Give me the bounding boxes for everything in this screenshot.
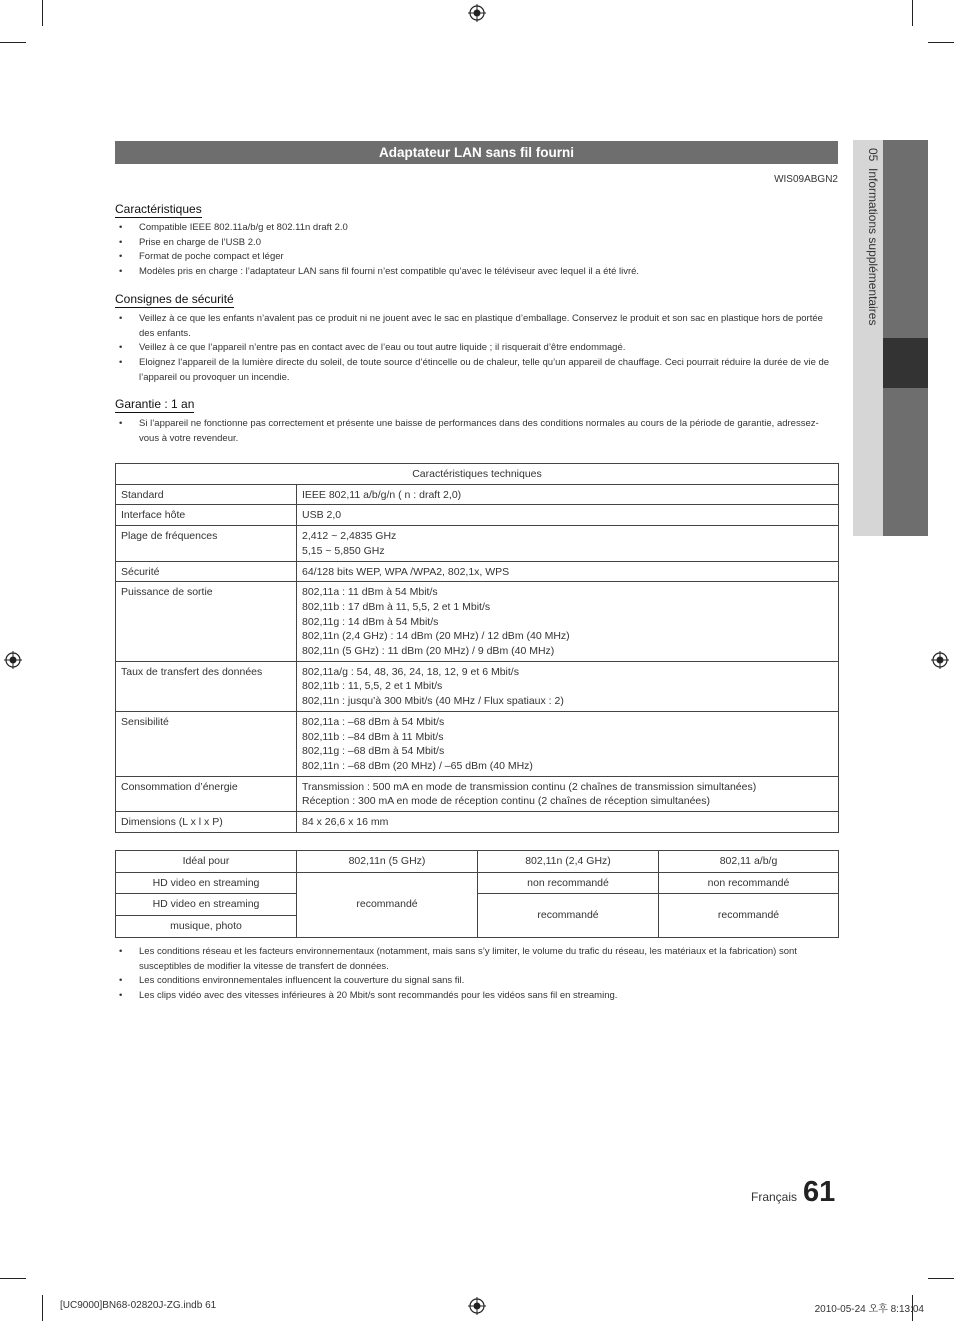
registration-mark-icon bbox=[468, 4, 486, 22]
list-item: • Les conditions environnementales influencent la couverture du signal sans fil. bbox=[115, 974, 815, 989]
section-title: Adaptateur LAN sans fil fourni bbox=[115, 141, 838, 164]
chapter-number: 05 bbox=[866, 148, 880, 162]
ideal-header-cell: 802,11 a/b/g bbox=[659, 851, 839, 873]
spec-label: Sensibilité bbox=[116, 711, 297, 776]
ideal-row-label: musique, photo bbox=[116, 916, 297, 938]
spec-label: Puissance de sortie bbox=[116, 582, 297, 662]
list-item: • Compatible IEEE 802.11a/b/g et 802.11n draft 2.0 bbox=[115, 221, 835, 236]
spec-table bbox=[115, 463, 839, 833]
list-item: • Les conditions réseau et les facteurs environnementaux (notamment, mais sans s’y limiter, le volume du trafic du réseau, les matériaux et la fabrication) sont susceptibles de modifier la vitesse de transfert de données. bbox=[115, 945, 815, 974]
ideal-cell: recommandé bbox=[297, 872, 478, 937]
registration-mark-icon bbox=[468, 1297, 486, 1315]
ideal-cell: recommandé bbox=[659, 894, 839, 937]
ideal-table bbox=[115, 850, 839, 938]
spec-label: Dimensions (L x l x P) bbox=[116, 812, 297, 833]
spec-label: Taux de transfert des données bbox=[116, 661, 297, 711]
spec-value: 64/128 bits WEP, WPA /WPA2, 802,1x, WPS bbox=[297, 561, 839, 582]
spec-label: Standard bbox=[116, 484, 297, 505]
spec-row bbox=[116, 484, 839, 505]
safety-heading: Consignes de sécurité bbox=[115, 292, 234, 306]
spec-row bbox=[116, 505, 839, 526]
safety-list bbox=[115, 312, 835, 386]
features-heading: Caractéristiques bbox=[115, 202, 202, 216]
spec-value: 802,11a : –68 dBm à 54 Mbit/s 802,11b : –84 dBm à 11 Mbit/s 802,11g : –68 dBm à 54 Mbit/s 802,11n : –68 dBm (20 MHz) / –65 dBm (40 MHz) bbox=[297, 711, 839, 776]
spec-value: USB 2,0 bbox=[297, 505, 839, 526]
ideal-cell: recommandé bbox=[478, 894, 659, 937]
page-number: 61 bbox=[803, 1176, 836, 1208]
list-item: • Veillez à ce que l’appareil n’entre pas en contact avec de l’eau ou tout autre liquide ; il risquerait d’être endommagé. bbox=[115, 341, 835, 356]
spec-label: Plage de fréquences bbox=[116, 526, 297, 561]
spec-label: Consommation d’énergie bbox=[116, 776, 297, 811]
spec-table-header: Caractéristiques techniques bbox=[116, 464, 839, 485]
spec-row bbox=[116, 776, 839, 811]
list-item: • Format de poche compact et léger bbox=[115, 250, 835, 265]
ideal-cell: non recommandé bbox=[659, 872, 839, 894]
registration-mark-icon bbox=[4, 651, 22, 669]
page-language: Français bbox=[751, 1190, 798, 1204]
spec-value: Transmission : 500 mA en mode de transmission continu (2 chaînes de transmission simultanées) Réception : 300 mA en mode de réception continu (2 chaînes de réception simultanées) bbox=[297, 776, 839, 811]
crop-mark bbox=[42, 1295, 43, 1321]
ideal-header-cell: 802,11n (5 GHz) bbox=[297, 851, 478, 873]
spec-value: 802,11a/g : 54, 48, 36, 24, 18, 12, 9 et 6 Mbit/s 802,11b : 11, 5,5, 2 et 1 Mbit/s 802,11n : jusqu’à 300 Mbit/s (40 MHz / Flux spatiaux : 2) bbox=[297, 661, 839, 711]
ideal-cell: non recommandé bbox=[478, 872, 659, 894]
list-item: • Les clips vidéo avec des vitesses inférieures à 20 Mbit/s sont recommandés pour les vidéos sans fil en streaming. bbox=[115, 989, 815, 1004]
spec-label: Sécurité bbox=[116, 561, 297, 582]
crop-mark bbox=[42, 0, 43, 26]
spec-value: 2,412 ~ 2,4835 GHz 5,15 ~ 5,850 GHz bbox=[297, 526, 839, 561]
spec-row bbox=[116, 711, 839, 776]
crop-mark bbox=[928, 1278, 954, 1279]
list-item: • Prise en charge de l’USB 2.0 bbox=[115, 236, 835, 251]
features-list bbox=[115, 221, 835, 280]
spec-value: 84 x 26,6 x 16 mm bbox=[297, 812, 839, 833]
side-tab-marker bbox=[883, 338, 928, 388]
crop-mark bbox=[0, 1278, 26, 1279]
spec-value: IEEE 802,11 a/b/g/n ( n : draft 2,0) bbox=[297, 484, 839, 505]
list-item: • Veillez à ce que les enfants n’avalent pas ce produit ni ne jouent avec le sac en plastique d’emballage. Conservez le produit et son sac en plastique hors de portée des enfants. bbox=[115, 312, 835, 341]
ideal-row-label: HD video en streaming bbox=[116, 894, 297, 916]
list-item: • Modèles pris en charge : l’adaptateur LAN sans fil fourni n’est compatible qu’avec le téléviseur avec lequel il a été livré. bbox=[115, 265, 835, 280]
spec-value: 802,11a : 11 dBm à 54 Mbit/s 802,11b : 17 dBm à 11, 5,5, 2 et 1 Mbit/s 802,11g : 14 dBm à 54 Mbit/s 802,11n (2,4 GHz) : 14 dBm (20 MHz) / 12 dBm (40 MHz) 802,11n (5 GHz) : 11 dBm (20 MHz) / 9 dBm (40 MHz) bbox=[297, 582, 839, 662]
spec-row bbox=[116, 561, 839, 582]
ideal-header-cell: Idéal pour bbox=[116, 851, 297, 873]
ideal-header-cell: 802,11n (2,4 GHz) bbox=[478, 851, 659, 873]
spec-row bbox=[116, 661, 839, 711]
list-item: • Si l’appareil ne fonctionne pas correctement et présente une baisse de performances dans des conditions normales au cours de la période de garantie, adressez-vous à votre revendeur. bbox=[115, 417, 835, 446]
crop-mark bbox=[912, 0, 913, 26]
spec-row bbox=[116, 582, 839, 662]
list-item: • Eloignez l’appareil de la lumière directe du soleil, de toute source d’étincelle ou de chaleur, telle qu’un appareil de chauffage. Ceci pourrait réduire la durée de vie de l’appareil ou provoquer un incendie. bbox=[115, 356, 835, 385]
spec-label: Interface hôte bbox=[116, 505, 297, 526]
chapter-title: Informations supplémentaires bbox=[866, 168, 880, 326]
spec-row bbox=[116, 812, 839, 833]
side-tab-label bbox=[866, 148, 880, 325]
model-code: WIS09ABGN2 bbox=[774, 174, 838, 185]
warranty-list bbox=[115, 417, 835, 446]
crop-mark bbox=[0, 42, 26, 43]
spec-row bbox=[116, 526, 839, 561]
notes-list bbox=[115, 945, 815, 1004]
print-footer-file: [UC9000]BN68-02820J-ZG.indb 61 bbox=[60, 1300, 217, 1311]
warranty-heading: Garantie : 1 an bbox=[115, 397, 195, 411]
registration-mark-icon bbox=[931, 651, 949, 669]
print-footer-date: 2010-05-24 오후 8:13:04 bbox=[814, 1304, 924, 1315]
crop-mark bbox=[928, 42, 954, 43]
ideal-row-label: HD video en streaming bbox=[116, 872, 297, 894]
